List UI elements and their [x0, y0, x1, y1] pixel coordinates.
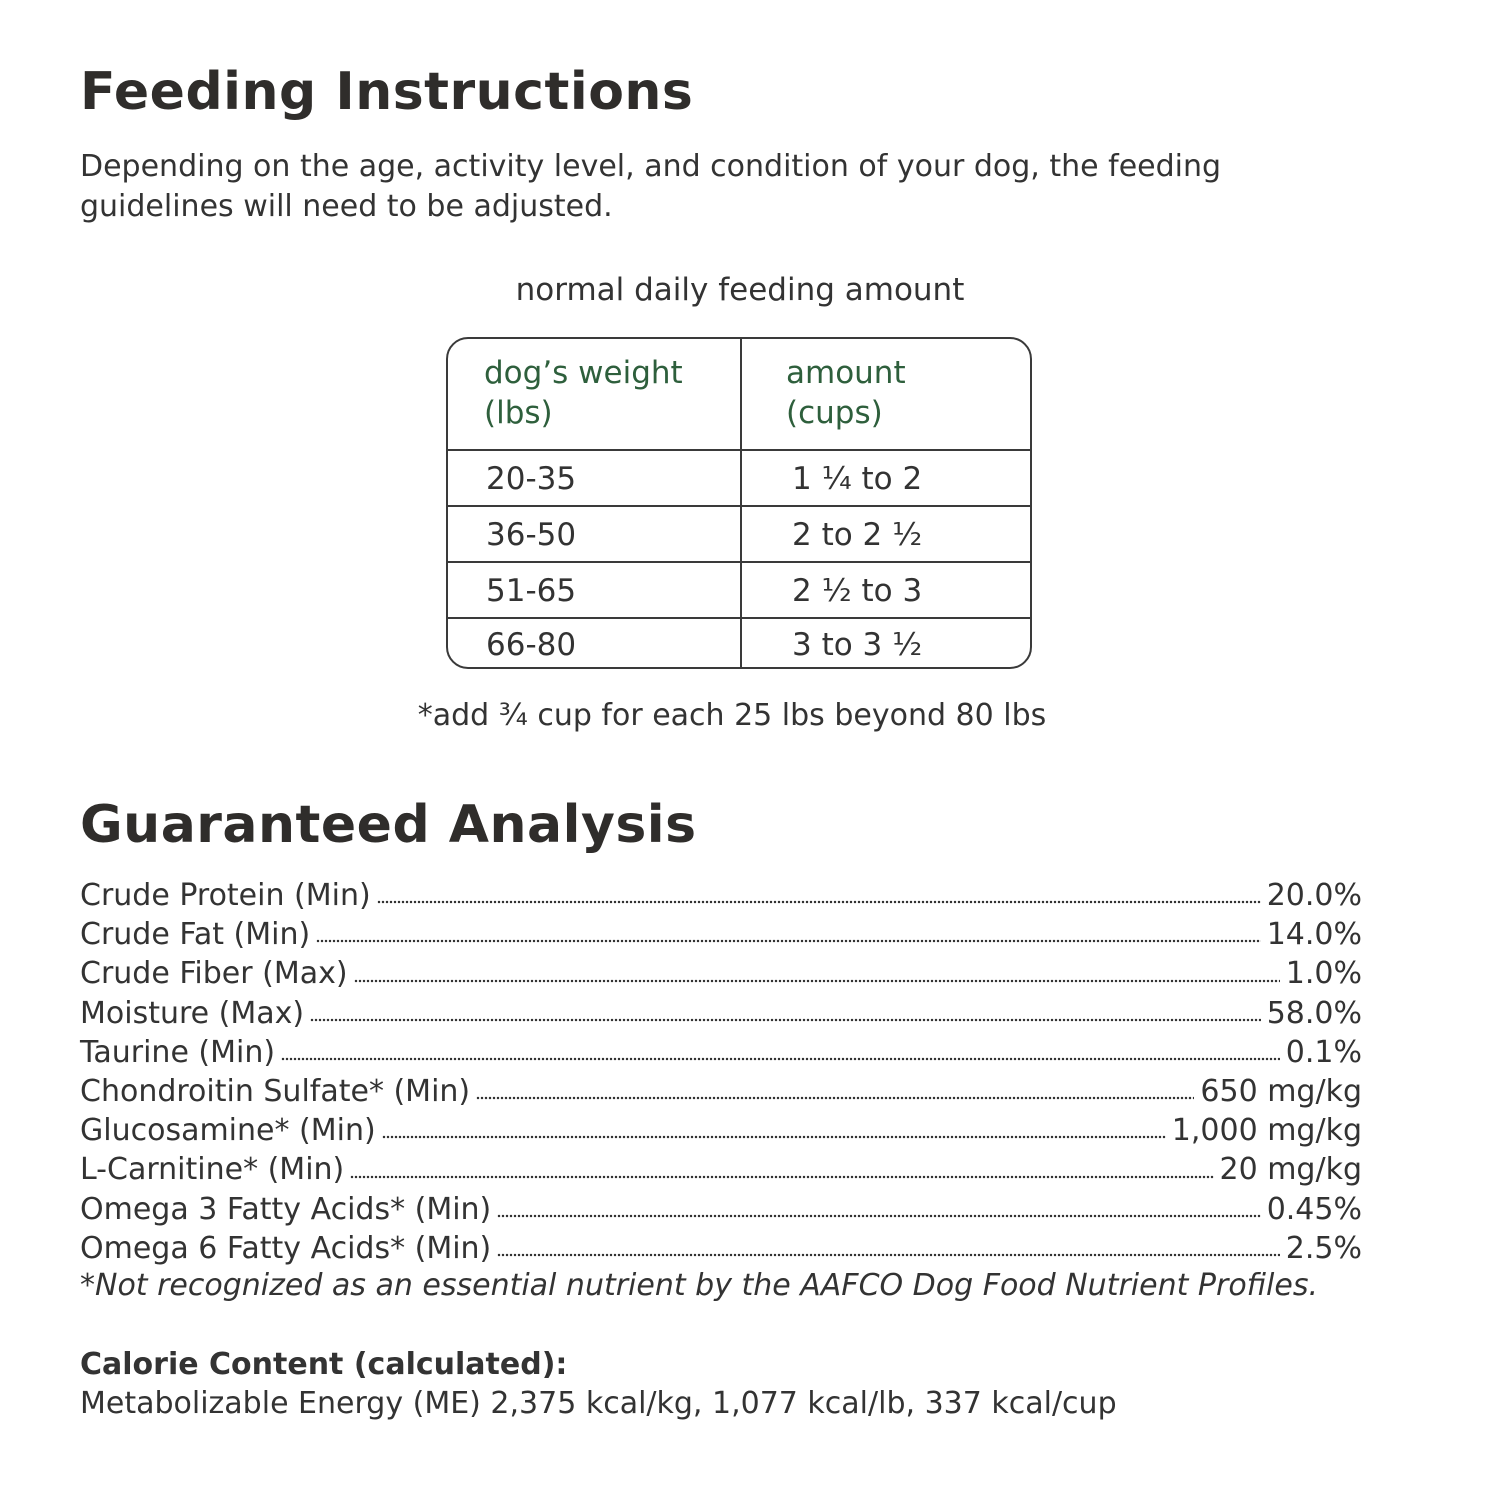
table-row	[448, 617, 1030, 669]
feeding-table-header	[448, 339, 1030, 451]
table-row	[448, 451, 1030, 507]
calorie-content-text: Metabolizable Energy (ME) 2,375 kcal/kg, 1,077 kcal/lb, 337 kcal/cup	[80, 1386, 1117, 1421]
guaranteed-analysis-title: Guaranteed Analysis	[80, 795, 697, 855]
nutrient-value: 14.0%	[1266, 917, 1362, 953]
weight-cell: 36-50	[486, 517, 577, 553]
feeding-intro: Depending on the age, activity level, and condition of your dog, the feeding guidelines will need to be adjusted.	[80, 149, 1222, 224]
nutrient-value: 650 mg/kg	[1200, 1073, 1362, 1109]
dot-leader	[497, 1214, 1260, 1218]
nutrient-value: 2.5%	[1285, 1230, 1362, 1266]
nutrient-label: Moisture (Max)	[80, 995, 305, 1031]
nutrient-value: 0.1%	[1285, 1034, 1362, 1070]
header-dog-weight: dog’s weight (lbs)	[484, 355, 683, 431]
analysis-row	[80, 1229, 1362, 1268]
dot-leader	[354, 979, 1280, 983]
dot-leader	[382, 1135, 1166, 1139]
nutrient-label: Omega 6 Fatty Acids* (Min)	[80, 1230, 492, 1266]
nutrient-label: Crude Fiber (Max)	[80, 956, 348, 992]
analysis-note: *Not recognized as an essential nutrient by the AAFCO Dog Food Nutrient Profiles.	[80, 1268, 1319, 1303]
header-amount: amount (cups)	[786, 355, 906, 431]
weight-cell: 51-65	[486, 573, 577, 609]
dot-leader	[310, 1018, 1261, 1022]
nutrient-label: Crude Fat (Min)	[80, 917, 311, 953]
feeding-table-caption: normal daily feeding amount	[515, 272, 965, 308]
nutrient-label: Glucosamine* (Min)	[80, 1113, 376, 1149]
analysis-row	[80, 1190, 1362, 1229]
dot-leader	[281, 1057, 1280, 1061]
amount-cell: 3 to 3 ½	[792, 627, 923, 663]
nutrient-label: Taurine (Min)	[80, 1034, 276, 1070]
nutrient-value: 1.0%	[1285, 956, 1362, 992]
weight-cell: 66-80	[486, 627, 577, 663]
nutrient-value: 0.45%	[1266, 1191, 1362, 1227]
analysis-row	[80, 954, 1362, 993]
amount-cell: 2 ½ to 3	[792, 573, 923, 609]
table-row	[448, 563, 1030, 619]
analysis-row	[80, 1072, 1362, 1111]
nutrient-label: Chondroitin Sulfate* (Min)	[80, 1073, 471, 1109]
analysis-row	[80, 994, 1362, 1033]
nutrient-value: 20.0%	[1266, 878, 1362, 913]
nutrient-value: 58.0%	[1266, 995, 1362, 1031]
analysis-row	[80, 1111, 1362, 1150]
dot-leader	[316, 939, 1261, 943]
analysis-row	[80, 876, 1362, 915]
nutrient-label: Omega 3 Fatty Acids* (Min)	[80, 1191, 492, 1227]
nutrient-value: 20 mg/kg	[1219, 1152, 1362, 1188]
feeding-table	[446, 337, 1032, 669]
analysis-row	[80, 915, 1362, 954]
dot-leader	[476, 1096, 1194, 1100]
weight-cell: 20-35	[486, 461, 577, 497]
nutrient-label: Crude Protein (Min)	[80, 878, 371, 913]
feeding-footnote: *add ¾ cup for each 25 lbs beyond 80 lbs	[417, 698, 1047, 733]
nutrient-label: L-Carnitine* (Min)	[80, 1152, 345, 1188]
feeding-instructions-title: Feeding Instructions	[80, 62, 694, 122]
table-row	[448, 507, 1030, 563]
amount-cell: 1 ¼ to 2	[792, 461, 923, 497]
nutrient-value: 1,000 mg/kg	[1171, 1113, 1362, 1149]
dot-leader	[497, 1253, 1280, 1257]
analysis-row	[80, 1150, 1362, 1189]
calorie-content-title: Calorie Content (calculated):	[80, 1347, 568, 1382]
dot-leader	[350, 1175, 1213, 1179]
analysis-list	[80, 876, 1362, 1268]
amount-cell: 2 to 2 ½	[792, 517, 923, 553]
analysis-row	[80, 1033, 1362, 1072]
dot-leader	[377, 900, 1261, 904]
